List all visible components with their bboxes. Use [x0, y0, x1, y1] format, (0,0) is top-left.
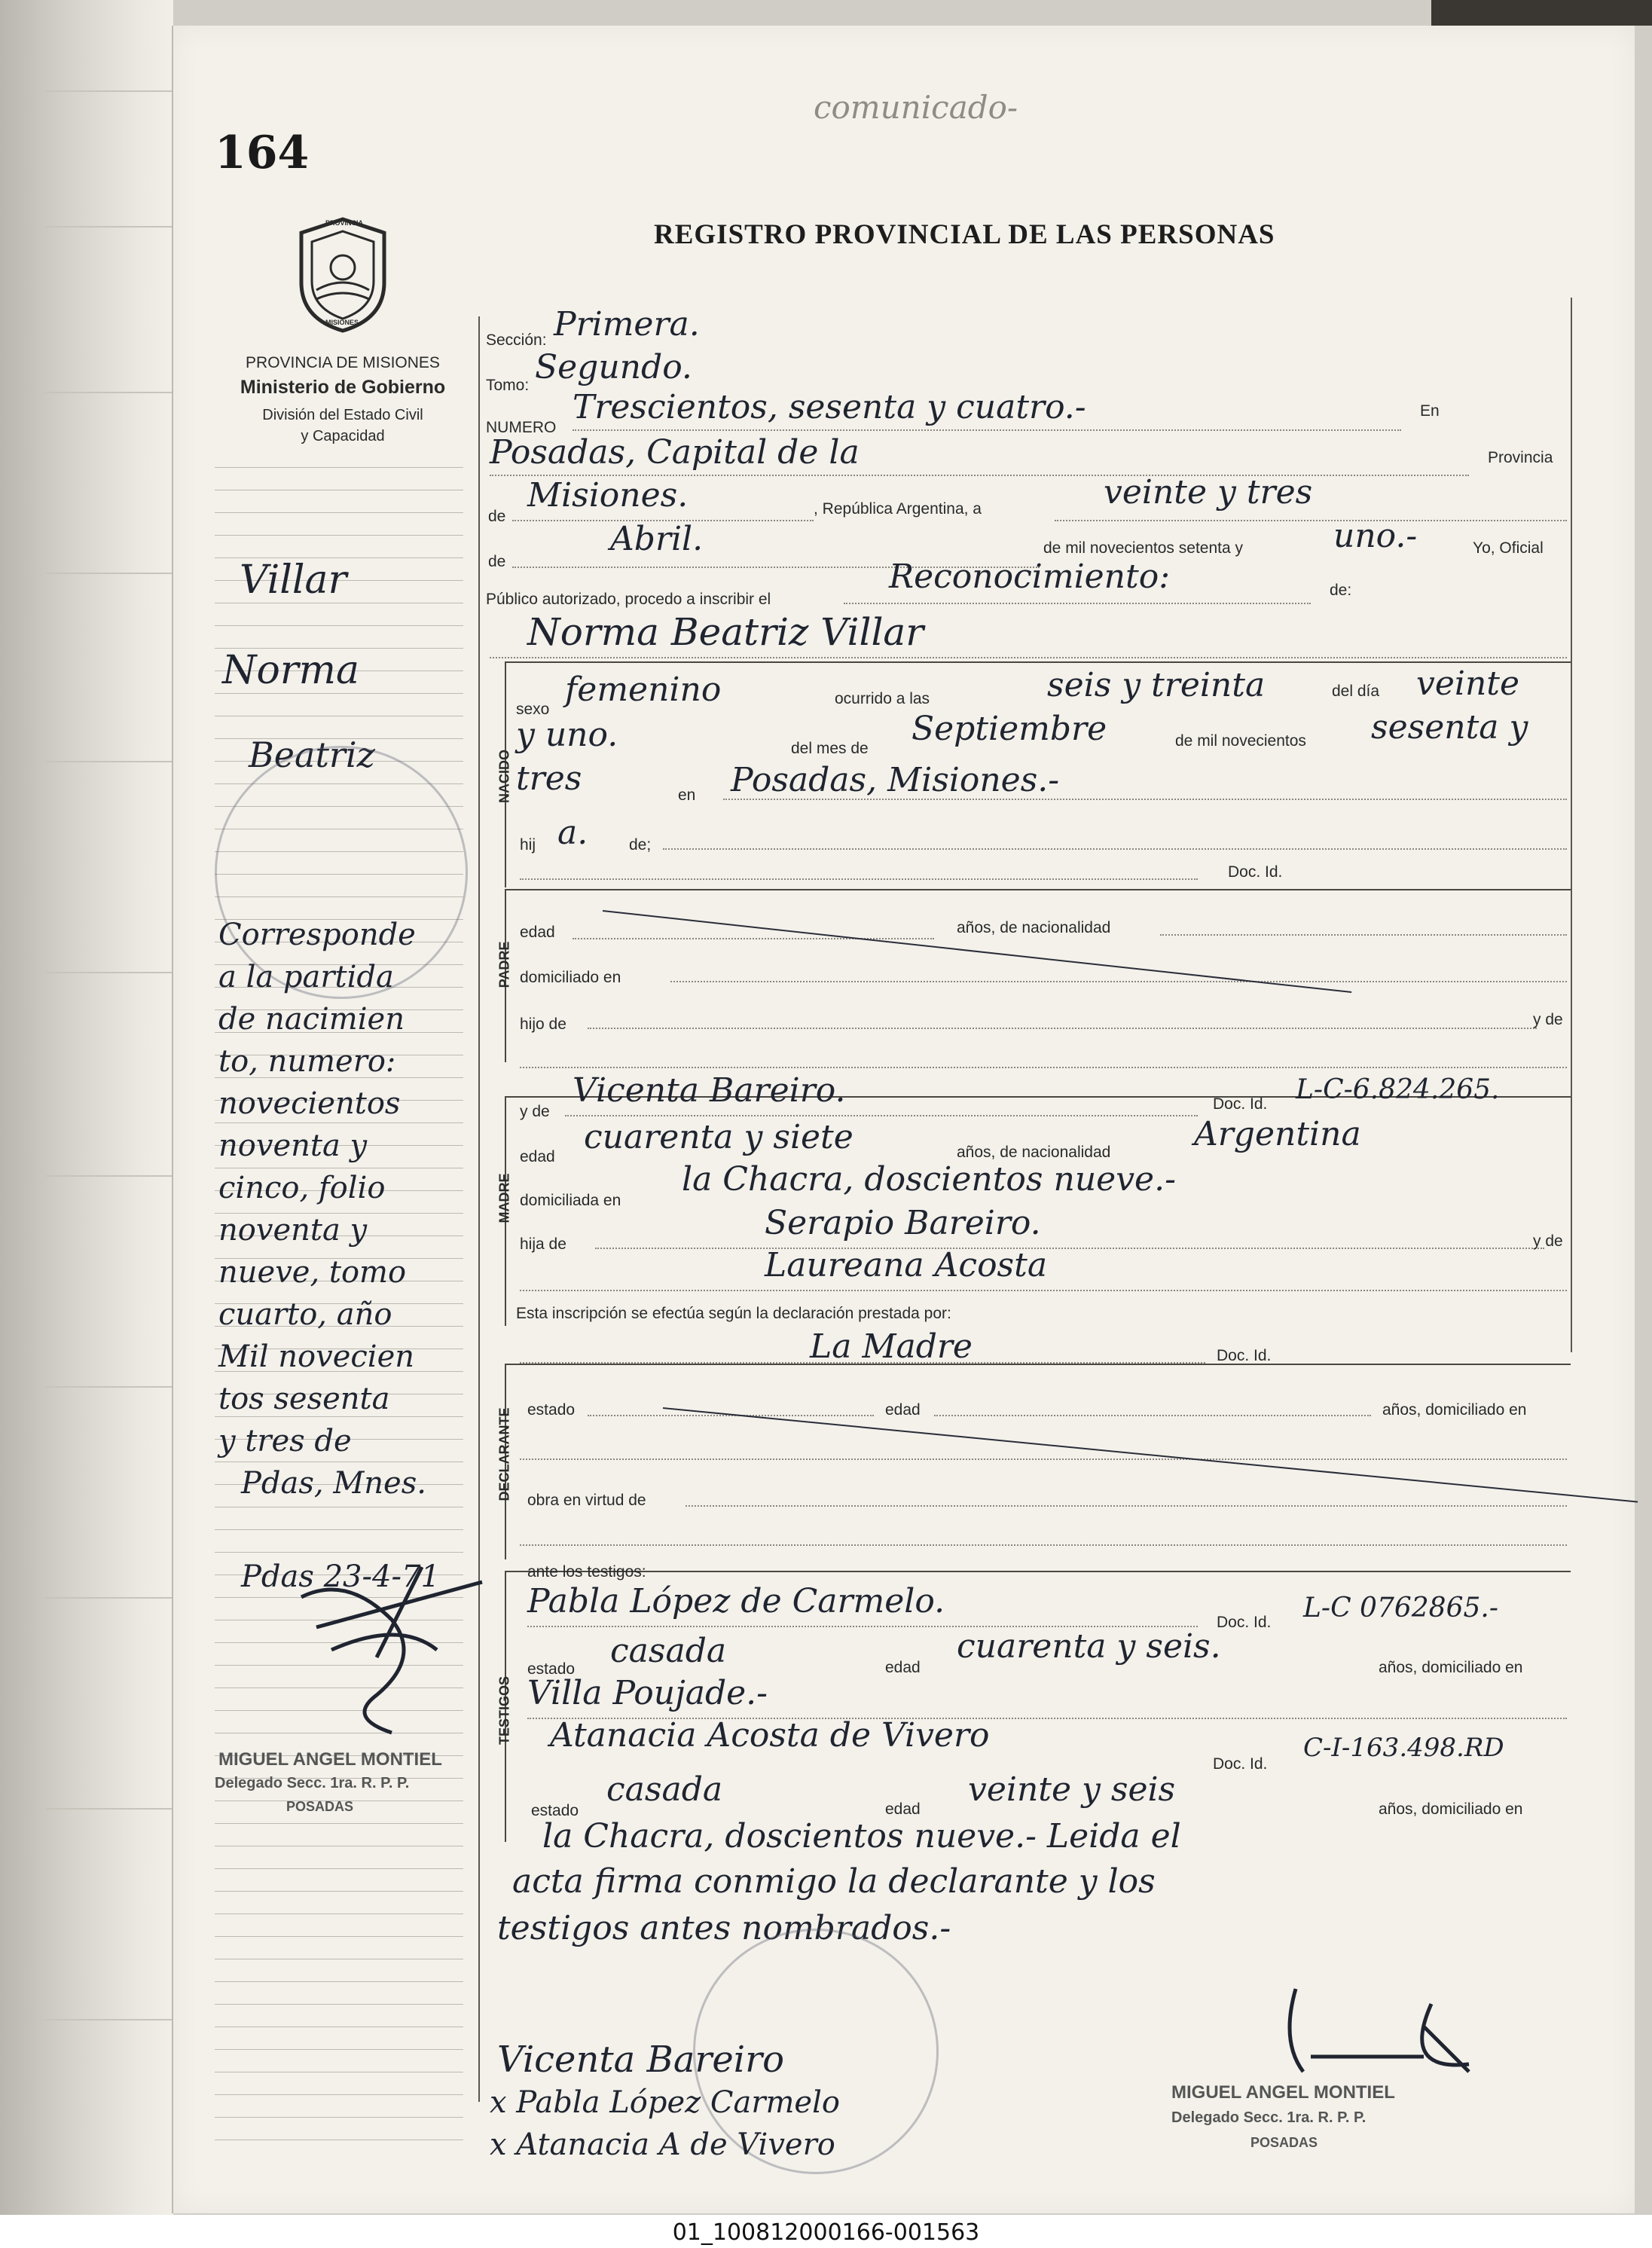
label-madre-doc: Doc. Id.: [1213, 1095, 1268, 1113]
day-value: veinte y tres: [1104, 473, 1313, 512]
label-de-colon: de:: [1330, 582, 1352, 599]
margin-surname: Villar: [240, 557, 347, 603]
testigo1-dom-value: Villa Poujade.-: [527, 1674, 768, 1712]
testigo1-edad-value: cuarenta y seis.: [957, 1627, 1221, 1666]
closing-line-2: acta firma conmigo la declarante y los: [512, 1862, 1156, 1901]
margin-date: Pdas 23-4-71: [241, 1559, 440, 1594]
label-declaracion: Esta inscripción se efectúa según la declaración prestada por:: [516, 1305, 951, 1322]
margin-note-line: noventa y: [218, 1129, 368, 1163]
official-signature-icon: [1243, 1981, 1492, 2087]
label-de-mil: de mil novecientos setenta y: [1043, 539, 1243, 557]
year-suffix-value: uno.-: [1333, 517, 1418, 555]
signature-1: Vicenta Bareiro: [497, 2039, 784, 2081]
top-note: comunicado-: [814, 89, 1018, 126]
hora-value: seis y treinta: [1047, 666, 1266, 704]
label-padre: PADRE: [496, 941, 512, 988]
province-value: Misiones.: [527, 476, 689, 515]
rule-padre-top: [505, 889, 1571, 890]
rule-nacido-top: [505, 661, 1571, 663]
seccion-value: Primera.: [554, 305, 700, 344]
margin-official-title: Delegado Secc. 1ra. R. P. P.: [215, 1775, 410, 1791]
label-de-1: de: [488, 508, 506, 525]
label-testigo2-estado: estado: [531, 1802, 579, 1819]
margin-note-line: Mil novecien: [218, 1339, 414, 1374]
label-yo-oficial: Yo, Oficial: [1473, 539, 1544, 557]
main-column-border: [478, 316, 480, 2102]
margin-note-line: cinco, folio: [218, 1171, 386, 1205]
ano2-value: tres: [516, 759, 582, 798]
label-republica: , República Argentina, a: [814, 500, 982, 518]
lugar-value: Posadas, Misiones.-: [731, 761, 1060, 799]
label-declarante-doc: Doc. Id.: [1217, 1347, 1272, 1364]
label-declarante: DECLARANTE: [496, 1407, 512, 1501]
seal-bottom-text: MISIONES: [325, 319, 359, 326]
label-madre-hija: hija de: [520, 1235, 566, 1253]
testigo2-estado-value: casada: [606, 1770, 723, 1809]
authority-line-4: y Capacidad: [301, 428, 385, 444]
closing-line-3: testigos antes nombrados.-: [497, 1909, 951, 1947]
authority-line-2: Ministerio de Gobierno: [240, 377, 446, 398]
testigo1-estado-value: casada: [610, 1632, 727, 1670]
madre-dom-value: la Chacra, doscientos nueve.-: [682, 1160, 1176, 1199]
margin-note-line: cuarto, año: [218, 1297, 392, 1332]
label-de-mil-2: de mil novecientos: [1175, 732, 1306, 750]
label-testigo1-edad: edad: [885, 1659, 921, 1676]
margin-official-name: MIGUEL ANGEL MONTIEL: [218, 1749, 442, 1770]
testigo2-edad-value: veinte y seis: [968, 1770, 1176, 1809]
label-testigos: TESTIGOS: [496, 1676, 512, 1746]
city-value: Posadas, Capital de la: [490, 433, 860, 472]
ano-value: sesenta y: [1371, 708, 1528, 747]
province-seal: [286, 215, 399, 335]
seal-top-text: PROVINCIA: [325, 219, 364, 227]
label-doc-id-1: Doc. Id.: [1228, 863, 1283, 881]
margin-note-line: noventa y: [218, 1213, 368, 1248]
declarante-value: La Madre: [810, 1327, 973, 1366]
label-ocurrido: ocurrido a las: [835, 690, 930, 707]
person-value: Norma Beatriz Villar: [527, 610, 924, 654]
margin-note-line: novecientos: [218, 1086, 401, 1121]
rule-declarante-top: [505, 1364, 1571, 1365]
label-madre-edad: edad: [520, 1148, 555, 1165]
tomo-value: Segundo.: [535, 348, 692, 386]
official-place: POSADAS: [1250, 2135, 1318, 2150]
label-padre-anos: años, de nacionalidad: [957, 919, 1111, 936]
label-publico: Público autorizado, procedo a inscribir el: [486, 591, 771, 608]
right-column-border: [1571, 298, 1572, 1352]
rule-testigos-top: [505, 1571, 1571, 1572]
margin-name-2: Beatriz: [249, 735, 375, 775]
label-madre-y-de: y de: [520, 1103, 550, 1120]
label-ante: ante los testigos:: [527, 1563, 646, 1581]
madre-nac-value: Argentina: [1194, 1115, 1361, 1153]
label-en: En: [1420, 402, 1440, 420]
label-padre-edad: edad: [520, 924, 555, 941]
testigo1-doc-value: L-C 0762865.-: [1303, 1593, 1498, 1623]
margin-name-1: Norma: [222, 648, 359, 693]
month-value: Abril.: [610, 520, 704, 558]
dia-value: veinte: [1416, 664, 1520, 703]
page-number: 164: [215, 127, 310, 179]
label-decl-obra: obra en virtud de: [527, 1492, 646, 1509]
margin-note-line: de nacimien: [218, 1002, 405, 1037]
dia2-value: y uno.: [516, 716, 618, 754]
closing-line-1: la Chacra, doscientos nueve.- Leida el: [542, 1817, 1181, 1856]
header-title: REGISTRO PROVINCIAL DE LAS PERSONAS: [654, 219, 1275, 250]
label-seccion: Sección:: [486, 331, 547, 349]
margin-note-line: Corresponde: [218, 918, 416, 952]
margin-note-line: a la partida: [218, 960, 394, 994]
label-madre: MADRE: [496, 1173, 512, 1223]
official-name: MIGUEL ANGEL MONTIEL: [1171, 2082, 1395, 2103]
margin-official-place: POSADAS: [286, 1799, 354, 1814]
label-padre-domiciliado: domiciliado en: [520, 969, 621, 986]
label-tomo: Tomo:: [486, 377, 530, 394]
label-de-semi: de;: [629, 836, 652, 854]
label-padre-y-de: y de: [1533, 1011, 1563, 1028]
label-testigo1-estado: estado: [527, 1660, 576, 1678]
margin-note-line: to, numero:: [218, 1044, 396, 1079]
authority-line-3: División del Estado Civil: [262, 407, 423, 423]
footer-bar: [0, 2215, 1652, 2248]
label-nacido: NACIDO: [496, 750, 512, 803]
file-name: 01_100812000166-001563: [672, 2219, 980, 2246]
testigo1-value: Pabla López de Carmelo.: [527, 1582, 945, 1620]
margin-note-line: tos sesenta: [218, 1382, 390, 1416]
label-hij: hij: [520, 836, 536, 854]
label-madre-domiciliada: domiciliada en: [520, 1192, 621, 1209]
signature-3: x Atanacia A de Vivero: [490, 2127, 835, 2162]
margin-note-line: y tres de: [218, 1424, 352, 1458]
madre-padre-value: Serapio Bareiro.: [765, 1204, 1041, 1242]
margin-signature-icon: [286, 1552, 512, 1748]
label-de-2: de: [488, 553, 506, 570]
label-del-dia: del día: [1332, 683, 1380, 700]
label-decl-edad: edad: [885, 1401, 921, 1419]
label-testigo1-doc: Doc. Id.: [1217, 1614, 1272, 1631]
sexo-value: femenino: [565, 670, 722, 709]
act-value: Reconocimiento:: [889, 557, 1171, 596]
label-madre-anos: años, de nacionalidad: [957, 1144, 1111, 1161]
label-provincia: Provincia: [1488, 449, 1553, 466]
label-madre-y-de-2: y de: [1533, 1232, 1563, 1250]
signature-2: x Pabla López Carmelo: [490, 2085, 840, 2120]
margin-note-line: nueve, tomo: [218, 1255, 407, 1290]
label-sexo: sexo: [516, 701, 550, 718]
label-decl-anos: años, domiciliado en: [1382, 1401, 1527, 1419]
official-title: Delegado Secc. 1ra. R. P. P.: [1171, 2109, 1366, 2126]
testigo2-value: Atanacia Acosta de Vivero: [550, 1716, 990, 1755]
margin-note-line: Pdas, Mnes.: [241, 1466, 426, 1501]
book-binding: [0, 0, 173, 2215]
madre-madre-value: Laureana Acosta: [765, 1246, 1048, 1284]
label-del-mes: del mes de: [791, 740, 869, 757]
hij-suffix: a.: [557, 814, 588, 852]
madre-nombre-value: Vicenta Bareiro.: [573, 1071, 846, 1110]
madre-edad-value: cuarenta y siete: [584, 1118, 853, 1156]
label-padre-hijo: hijo de: [520, 1016, 566, 1033]
coat-of-arms-icon: [286, 215, 399, 335]
numero-value: Trescientos, sesenta y cuatro.-: [573, 388, 1086, 426]
label-numero: NUMERO: [486, 419, 557, 436]
label-decl-estado: estado: [527, 1401, 576, 1419]
label-testigo1-anos: años, domiciliado en: [1379, 1659, 1523, 1676]
madre-doc-value: L-C-6.824.265.: [1296, 1074, 1500, 1105]
label-testigo2-doc: Doc. Id.: [1213, 1755, 1268, 1773]
label-testigo2-edad: edad: [885, 1801, 921, 1818]
label-en-2: en: [678, 786, 696, 804]
label-testigo2-anos: años, domiciliado en: [1379, 1801, 1523, 1818]
mes-value: Septiembre: [912, 710, 1107, 748]
authority-line-1: PROVINCIA DE MISIONES: [246, 354, 440, 371]
book-cover-edge: [1431, 0, 1652, 26]
testigo2-doc-value: C-I-163.498.RD: [1303, 1733, 1504, 1763]
